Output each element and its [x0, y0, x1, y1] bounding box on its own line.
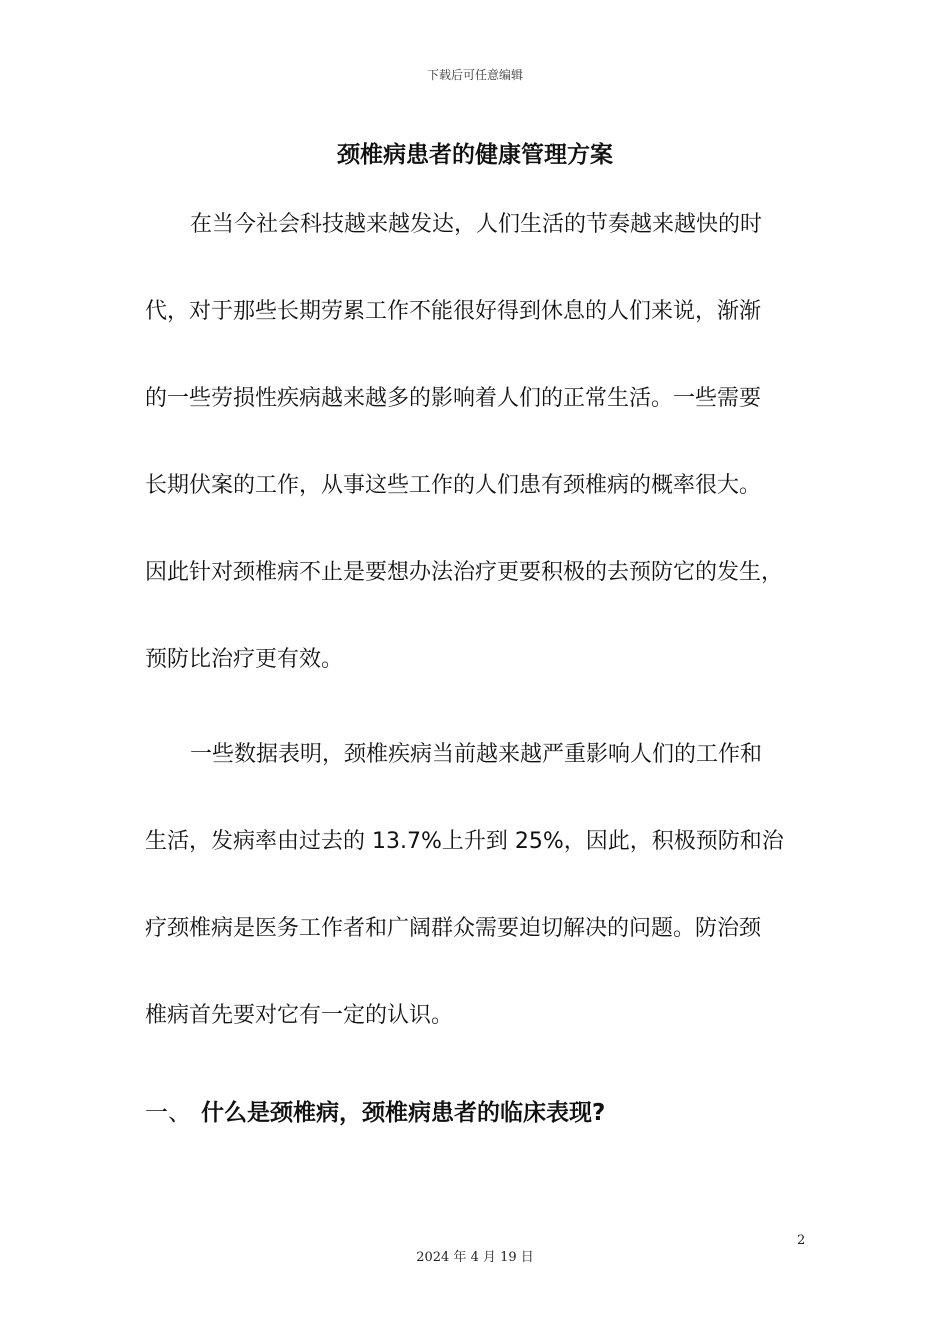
section-heading-text: 什么是颈椎病，颈椎病患者的临床表现? — [201, 1100, 606, 1126]
paragraph-line: 长期伏案的工作，从事这些工作的人们患有颈椎病的概率很大。 — [145, 473, 762, 498]
paragraph-line: 因此针对颈椎病不止是要想办法治疗更要积极的去预防它的发生， — [145, 560, 784, 585]
paragraph-line: 一些数据表明，颈椎疾病当前越来越严重影响人们的工作和 — [190, 742, 763, 767]
page-header: 下载后可任意编辑 — [426, 68, 523, 82]
section-heading — [145, 1094, 810, 1127]
paragraph-line: 生活，发病率由过去的 13.7%上升到 25%，因此，积极预防和治 — [145, 829, 784, 854]
page-number: 2 — [797, 1233, 806, 1248]
document-title: 颈椎病患者的健康管理方案 — [337, 142, 613, 168]
paragraph-line: 椎病首先要对它有一定的认识。 — [145, 1003, 454, 1028]
paragraph-line: 预防比治疗更有效。 — [145, 647, 344, 672]
paragraph-line: 代，对于那些长期劳累工作不能很好得到休息的人们来说，渐渐 — [145, 299, 762, 324]
paragraph-line: 的一些劳损性疾病越来越多的影响着人们的正常生活。一些需要 — [145, 386, 762, 411]
section-number: 一、 — [145, 1100, 191, 1126]
paragraph-1 — [145, 181, 810, 703]
page-footer-date: 2024 年 4 月 19 日 — [416, 1250, 534, 1265]
paragraph-2 — [145, 711, 810, 1059]
paragraph-line: 疗颈椎病是医务工作者和广阔群众需要迫切解决的问题。防治颈 — [145, 916, 762, 941]
paragraph-line: 在当今社会科技越来越发达，人们生活的节奏越来越快的时 — [190, 212, 763, 237]
